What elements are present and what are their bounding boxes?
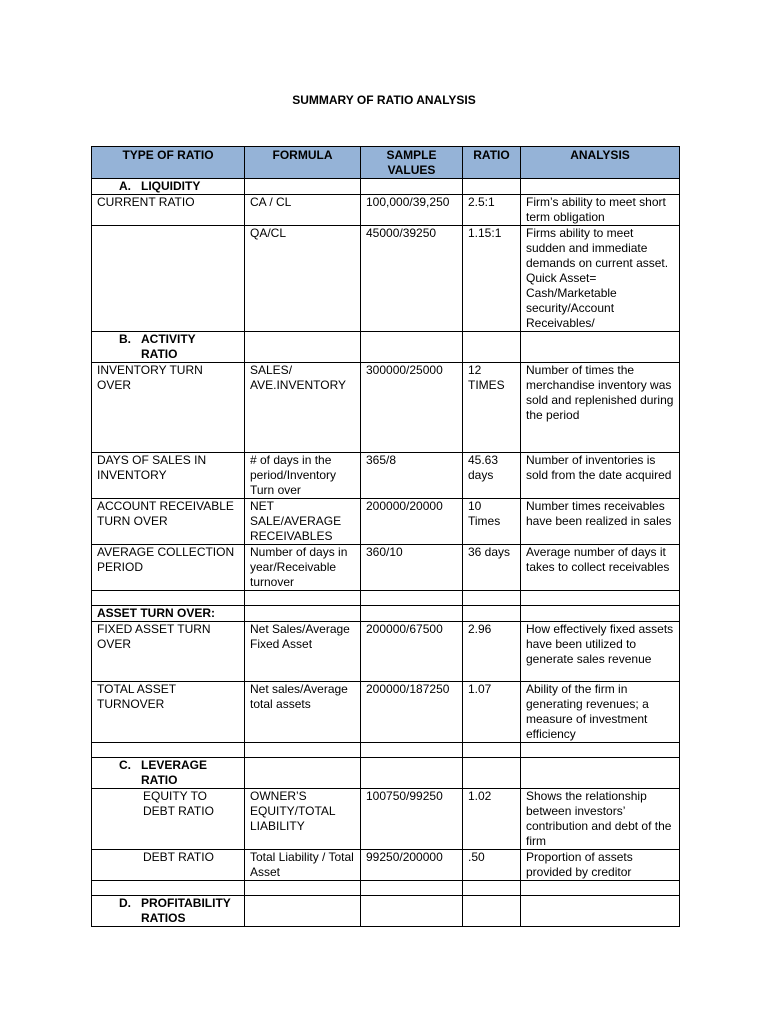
cell-analysis: Proportion of assets provided by creditor (521, 850, 680, 881)
section-profitability: D. PROFITABILITY RATIOS (92, 896, 245, 927)
cell-ratio: 1.15:1 (463, 226, 521, 332)
cell-ratio: 2.5:1 (463, 195, 521, 226)
cell-formula: Number of days in year/Receivable turnover (245, 545, 361, 591)
cell-formula: SALES/ AVE.INVENTORY (245, 363, 361, 453)
cell-formula: OWNER’S EQUITY/TOTAL LIABILITY (245, 789, 361, 850)
cell-type: TOTAL ASSET TURNOVER (92, 682, 245, 743)
table-row (92, 545, 680, 591)
cell-ratio: 1.02 (463, 789, 521, 850)
table-row (92, 195, 680, 226)
section-leverage: C. LEVERAGE RATIO (92, 758, 245, 789)
cell-type: CURRENT RATIO (92, 195, 245, 226)
section-row (92, 332, 680, 363)
table-row (92, 682, 680, 743)
cell-analysis: Number of times the merchandise inventory was sold and replenished during the period (521, 363, 680, 453)
cell-sample: 365/8 (361, 453, 463, 499)
cell-ratio: 12 TIMES (463, 363, 521, 453)
cell-ratio: 10 Times (463, 499, 521, 545)
cell-type: EQUITY TO DEBT RATIO (92, 789, 245, 850)
header-row (92, 147, 680, 179)
blank-row (92, 743, 680, 758)
table-row (92, 226, 680, 332)
cell-formula: Net Sales/Average Fixed Asset (245, 622, 361, 682)
table-row (92, 499, 680, 545)
cell-analysis: Firm’s ability to meet short term obligation (521, 195, 680, 226)
cell-analysis: Ability of the firm in generating revenues; a measure of investment efficiency (521, 682, 680, 743)
cell-ratio: 45.63 days (463, 453, 521, 499)
cell-sample: 200000/187250 (361, 682, 463, 743)
cell-sample: 45000/39250 (361, 226, 463, 332)
cell-formula: NET SALE/AVERAGE RECEIVABLES (245, 499, 361, 545)
cell-sample: 200000/67500 (361, 622, 463, 682)
header-formula: FORMULA (245, 147, 361, 179)
cell-analysis: Shows the relationship between investors’ contribution and debt of the firm (521, 789, 680, 850)
table-row (92, 453, 680, 499)
cell-type: AVERAGE COLLECTION PERIOD (92, 545, 245, 591)
cell-formula: QA/CL (245, 226, 361, 332)
section-asset-turnover: ASSET TURN OVER: (92, 606, 245, 622)
cell-analysis: Number times receivables have been realized in sales (521, 499, 680, 545)
cell-analysis: How effectively fixed assets have been utilized to generate sales revenue (521, 622, 680, 682)
cell-formula: Total Liability / Total Asset (245, 850, 361, 881)
table-row (92, 789, 680, 850)
ratio-table (91, 146, 680, 927)
cell-ratio: 1.07 (463, 682, 521, 743)
cell-sample: 360/10 (361, 545, 463, 591)
header-ratio: RATIO (463, 147, 521, 179)
section-row (92, 758, 680, 789)
cell-sample: 100750/99250 (361, 789, 463, 850)
cell-ratio: .50 (463, 850, 521, 881)
section-row (92, 896, 680, 927)
cell-formula: # of days in the period/Inventory Turn over (245, 453, 361, 499)
cell-type: INVENTORY TURN OVER (92, 363, 245, 453)
cell-type: FIXED ASSET TURN OVER (92, 622, 245, 682)
cell-ratio: 2.96 (463, 622, 521, 682)
blank-row (92, 881, 680, 896)
cell-type: DAYS OF SALES IN INVENTORY (92, 453, 245, 499)
table-row (92, 363, 680, 453)
section-row (92, 179, 680, 195)
cell-sample: 200000/20000 (361, 499, 463, 545)
cell-formula: CA / CL (245, 195, 361, 226)
cell-analysis: Average number of days it takes to collect receivables (521, 545, 680, 591)
cell-sample: 100,000/39,250 (361, 195, 463, 226)
header-type: TYPE OF RATIO (92, 147, 245, 179)
section-activity: B. ACTIVITY RATIO (92, 332, 245, 363)
cell-analysis: Number of inventories is sold from the date acquired (521, 453, 680, 499)
section-liquidity: A. LIQUIDITY (92, 179, 245, 195)
cell-sample: 300000/25000 (361, 363, 463, 453)
cell-type (92, 226, 245, 332)
header-analysis: ANALYSIS (521, 147, 680, 179)
table-row (92, 622, 680, 682)
cell-sample: 99250/200000 (361, 850, 463, 881)
page-title: SUMMARY OF RATIO ANALYSIS (292, 93, 476, 107)
blank-row (92, 591, 680, 606)
cell-analysis: Firms ability to meet sudden and immediate demands on current asset. Quick Asset= Cash/Marketable security/Account Receivables/ (521, 226, 680, 332)
cell-ratio: 36 days (463, 545, 521, 591)
cell-type: ACCOUNT RECEIVABLE TURN OVER (92, 499, 245, 545)
header-sample: SAMPLE VALUES (361, 147, 463, 179)
table-row (92, 850, 680, 881)
cell-type: DEBT RATIO (92, 850, 245, 881)
cell-formula: Net sales/Average total assets (245, 682, 361, 743)
section-row (92, 606, 680, 622)
